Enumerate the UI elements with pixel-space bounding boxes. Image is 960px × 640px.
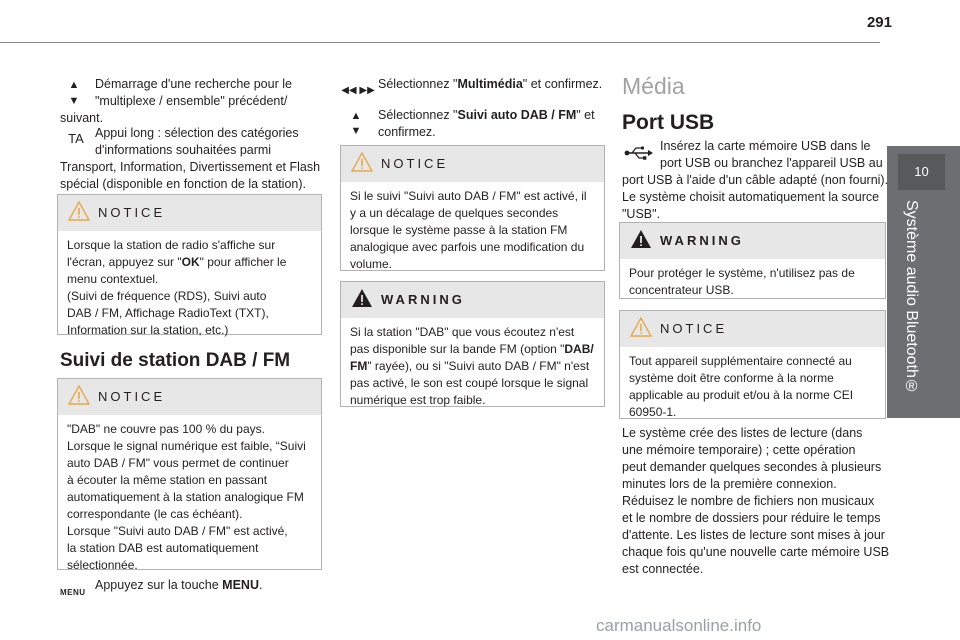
notice-triangle-icon <box>630 317 652 337</box>
warning-label: WARNING <box>660 233 744 248</box>
arrow-up-icon: ▲ <box>350 110 362 122</box>
paragraph-line: Réduisez le nombre de fichiers non musicaux <box>622 494 875 508</box>
notice-line: Tout appareil supplémentaire connecté au <box>629 354 852 368</box>
notice-line: automatiquement à la station analogique FM <box>67 490 304 504</box>
usb-text-5: "USB". <box>622 207 661 221</box>
notice-line: "DAB" ne couvre pas 100 % du pays. <box>67 422 265 436</box>
warning-line: concentrateur USB. <box>629 283 734 297</box>
warning-body <box>629 265 876 299</box>
chapter-title: Système audio Bluetooth® <box>903 200 920 395</box>
warning-line: Si la station "DAB" que vous écoutez n'est <box>350 325 575 339</box>
notice-body <box>67 237 312 339</box>
warning-line: numérique est trop faible. <box>350 393 486 407</box>
warning-line: pas activé, le son est coupé lorsque le signal <box>350 376 589 390</box>
notice-line: système doit être conforme à la norme <box>629 371 834 385</box>
notice-label: NOTICE <box>381 156 449 171</box>
notice-triangle-icon <box>68 201 90 221</box>
warning-body <box>350 324 595 409</box>
notice-line: Lorsque le signal numérique est faible, “Suivi <box>67 439 306 453</box>
usb-text-1: Insérez la carte mémoire USB dans le <box>660 139 871 153</box>
usb-text-3: port USB à l'aide d'un câble adapté (non fourni). <box>622 173 889 187</box>
menu-instruction: Appuyez sur la touche MENU. <box>95 578 263 592</box>
notice-line: à écouter la même station en passant <box>67 473 268 487</box>
usb-text-4: Le système choisit automatiquement la source <box>622 190 880 204</box>
notice-body <box>629 353 876 421</box>
ta-text-1: Appui long : sélection des catégories <box>95 126 299 140</box>
notice-line: Information sur la station, etc.) <box>67 323 229 337</box>
notice-line: (Suivi de fréquence (RDS), Suivi auto <box>67 289 267 303</box>
paragraph-line: et le nombre de dossiers pour réduire le temps <box>622 511 881 525</box>
watermark: carmanualsonline.info <box>596 616 762 635</box>
ta-text-4: spécial (disponible en fonction de la station). <box>60 177 306 191</box>
multiplex-text-2: "multiplexe / ensemble" précédent/ <box>95 94 288 108</box>
multiplex-text-3: suivant. <box>60 111 104 125</box>
notice-line: lorsque le système passe à la station FM <box>350 223 568 237</box>
warning-triangle-icon <box>630 229 652 249</box>
section-heading-dab: Suivi de station DAB / FM <box>60 350 291 371</box>
chapter-number: 10 <box>898 154 945 190</box>
notice-line: DAB / FM, Affichage RadioText (TXT), <box>67 306 269 320</box>
arrow-down-icon: ▼ <box>350 125 362 137</box>
notice-box-delay <box>340 145 605 271</box>
header-divider <box>0 42 880 43</box>
ta-text-2: d'informations souhaitées parmi <box>95 143 272 157</box>
notice-body <box>67 421 312 574</box>
menu-key-icon: MENU <box>60 588 86 597</box>
step-suivi-auto: Sélectionnez "Suivi auto DAB / FM" et <box>378 108 595 122</box>
ta-icon: TA <box>68 131 84 146</box>
notice-line: analogique avec parfois une modification du <box>350 240 585 254</box>
notice-triangle-icon <box>68 385 90 405</box>
notice-line: 60950-1. <box>629 405 677 419</box>
notice-line: menu contextuel. <box>67 272 159 286</box>
notice-line: Lorsque la station de radio s'affiche sur <box>67 238 276 252</box>
usb-icon <box>624 146 654 160</box>
paragraph-line: minutes lors de la première connexion. <box>622 477 837 491</box>
notice-line: volume. <box>350 257 393 271</box>
notice-box-dab <box>57 378 322 570</box>
usb-text-2: port USB ou branchez l'appareil USB au <box>660 156 883 170</box>
paragraph-line: est connectée. <box>622 562 704 576</box>
paragraph-line: chaque fois qu'une nouvelle carte mémoire USB <box>622 545 890 559</box>
paragraph-line: une mémoire temporaire) ; cette opération <box>622 443 856 457</box>
notice-label: NOTICE <box>98 205 166 220</box>
arrow-down-icon: ▼ <box>68 95 80 107</box>
ta-text-3: Transport, Information, Divertissement et Flash <box>60 160 321 174</box>
paragraph-line: Le système crée des listes de lecture (dans <box>622 426 863 440</box>
notice-line: applicable au produit et/ou à la norme CEI <box>629 388 854 402</box>
notice-box-usb <box>619 310 886 419</box>
notice-line: y a un décalage de quelques secondes <box>350 206 559 220</box>
notice-line: la station DAB est automatiquement <box>67 541 259 555</box>
notice-line: l'écran, appuyez sur "OK" pour afficher le <box>67 255 287 269</box>
section-title-media: Média <box>622 73 685 99</box>
notice-line: Si le suivi "Suivi auto DAB / FM" est activé, il <box>350 189 587 203</box>
notice-triangle-icon <box>351 152 373 172</box>
notice-line: sélectionnée. <box>67 558 138 572</box>
playlist-paragraph <box>622 425 889 578</box>
notice-label: NOTICE <box>98 389 166 404</box>
warning-label: WARNING <box>381 292 465 307</box>
notice-line: Lorsque "Suivi auto DAB / FM" est activé, <box>67 524 288 538</box>
step-suivi-auto-2: confirmez. <box>378 125 436 139</box>
warning-line: Pour protéger le système, n'utilisez pas de <box>629 266 855 280</box>
warning-triangle-icon <box>351 288 373 308</box>
usb-heading: Port USB <box>622 111 715 134</box>
notice-body <box>350 188 595 273</box>
warning-box-dab <box>340 281 605 407</box>
step-multimedia: Sélectionnez "Multimédia" et confirmez. <box>378 77 603 91</box>
multiplex-text-1: Démarrage d'une recherche pour le <box>95 77 292 91</box>
warning-line: FM" rayée), ou si "Suivi auto DAB / FM" n'est <box>350 359 590 373</box>
notice-label: NOTICE <box>660 321 728 336</box>
left-right-arrows-icon: ◀◀ ▶▶ <box>341 85 375 96</box>
notice-line: auto DAB / FM" vous permet de continuer <box>67 456 289 470</box>
page-number: 291 <box>866 14 892 31</box>
warning-line: pas disponible sur la bande FM (option "DAB/ <box>350 342 594 356</box>
arrow-up-icon: ▲ <box>68 79 80 91</box>
paragraph-line: d'attente. Les listes de lecture sont mises à jour <box>622 528 885 542</box>
notice-line: correspondante (le cas échéant). <box>67 507 243 521</box>
warning-box-usb <box>619 222 886 299</box>
chapter-tab[interactable] <box>887 146 960 418</box>
paragraph-line: peut demander quelques secondes à plusieurs <box>622 460 882 474</box>
notice-box-radio <box>57 194 322 335</box>
